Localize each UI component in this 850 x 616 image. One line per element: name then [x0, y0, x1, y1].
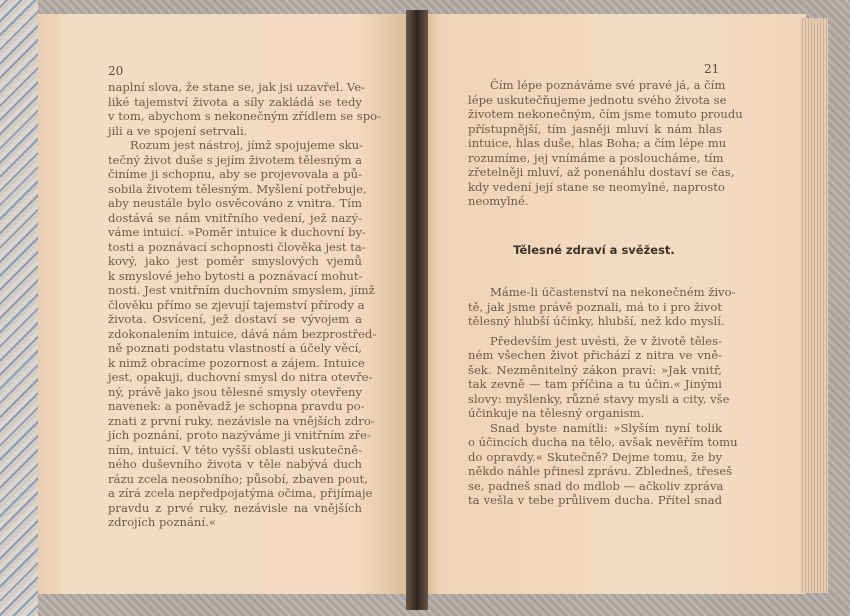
text-line: znati z první ruky, nezávisle na vnějších zdro- — [108, 413, 375, 428]
text-line: zřetelněji mluví, až ponenáhlu dostaví se čas, — [468, 165, 735, 179]
text-line: Čím lépe poznáváme své pravé já, a čím — [490, 78, 726, 92]
text-line: ném všechen život přichází z nitra ve vně- — [468, 348, 722, 362]
text-line: ně poznati podstatu vlastností a účely věcí, — [108, 341, 362, 355]
text-line: životem nekonečným, čím jsme tomuto proudu — [468, 107, 743, 121]
text-line: v tom, abychom s nekonečným zřídlem se spo- — [108, 109, 382, 123]
text-line: rozumíme, jej vnímáme a posloucháme, tím — [468, 150, 724, 165]
text-line: a zírá zcela nepředpojatýma očima, přijímaje — [108, 486, 373, 500]
text-line: lépe uskutečňujeme jednotu svého života se — [468, 92, 727, 107]
text-line: ním, intuicí. V této vyšší oblasti uskutečně- — [108, 442, 362, 457]
text-line: zdokonalením intuice, dává nám bezprostřed- — [108, 326, 377, 341]
text-line: se, padneš snad do mdlob — ačkoliv zpráva — [468, 478, 724, 493]
book-cover-pattern — [0, 0, 38, 616]
text-line: intuice, hlas duše, hlas Boha; a čím lépe mu — [468, 136, 727, 150]
text-line: tosti a poznávací schopnosti člověka jest ta- — [108, 239, 366, 254]
text-line: tečný život duše s jejím životem tělesným a — [108, 152, 363, 167]
section-heading: Tělesné zdraví a svěžest. — [513, 243, 675, 257]
text-line: šek. Nezměnitelný zákon praví: »Jak vnitř, — [468, 362, 722, 377]
text-line: přístupnější, tím jasněji mluví k nám hlas — [468, 121, 722, 136]
text-line: tak zevně — tam příčina a tu účin.« Jinými — [468, 377, 722, 391]
right-page-intro-text — [468, 78, 743, 209]
book-gutter — [406, 10, 428, 610]
left-page-number: 20 — [108, 64, 124, 78]
text-line: nosti. Jest vnitřním duchovním smyslem, jímž — [108, 283, 375, 297]
text-line: dostává se nám vnitřního vedení, jež nazý- — [108, 210, 362, 225]
text-line: člověku přímo se zjevují tajemství přírody a — [108, 297, 365, 312]
text-line: někdo náhle přinesl zprávu. Zbledneš, třeseš — [468, 464, 733, 478]
text-line: do opravdy.« Skutečně? Dejme tomu, že by — [468, 449, 722, 464]
text-line: ný, právě jako jsou tělesné smysly otevřeny — [108, 384, 362, 399]
text-line: tě, jak jsme právě poznali, má to i pro život — [468, 299, 722, 314]
text-line: života. Osvícení, jež dostaví se vývojem a — [108, 312, 362, 326]
text-line: navenek: a poněvadž je schopna pravdu po- — [108, 399, 365, 413]
text-line: jili a ve spojení setrvali. — [108, 123, 248, 138]
text-line: Především jest uvésti, že v životě těles- — [490, 333, 722, 348]
text-line: slovy: myšlenky, různé stavy mysli a city, vše — [468, 391, 730, 406]
text-line: ta vešla v tebe průlivem ducha. Přítel snad — [468, 493, 722, 507]
text-line: kový, jako jest poměr smyslových vjemů — [108, 254, 362, 268]
right-page-body-text — [468, 285, 738, 508]
text-line: k smyslové jeho bytosti a poznávací mohut- — [108, 268, 363, 283]
text-line: naplní slova, že stane se, jak jsi uzavřel. Ve- — [108, 80, 365, 94]
page-edges — [800, 18, 828, 593]
text-line: jest, opakuji, duchovní smysl do nitra otevře- — [108, 370, 373, 384]
right-page-number: 21 — [704, 62, 720, 76]
left-page-text — [108, 80, 382, 530]
text-line: kdy vedení její stane se neomylné, naprosto — [468, 179, 725, 194]
text-line: neomylné. — [468, 194, 529, 208]
text-line: Máme-li účastenství na nekonečném živo- — [490, 285, 736, 299]
text-line: účinkuje na tělesný organism. — [468, 406, 645, 420]
text-line: tělesný hlubší účinky, hlubší, než kdo myslí. — [468, 314, 725, 328]
text-line: ného duševního života v těle nabývá duch — [108, 457, 362, 471]
text-line: k nimž obracíme pozornost a zájem. Intuice — [108, 355, 365, 370]
text-line: rázu zcela neosobního; působí, zbaven pout, — [108, 471, 368, 486]
text-line: Rozum jest nástroj, jímž spojujeme sku- — [130, 138, 364, 152]
text-line: činíme ji schopnu, aby se projevovala a pů- — [108, 167, 362, 181]
text-line: pravdu z prvé ruky, nezávisle na vnějších — [108, 500, 362, 515]
text-line: váme intuicí. »Poměr intuice k duchovní by- — [108, 225, 366, 239]
text-line: liké tajemství života a síly zakládá se tedy — [108, 94, 362, 109]
text-line: o účincích ducha na tělo, avšak nevěřím tomu — [468, 435, 738, 449]
text-line: aby neustále bylo osvěcováno z vnitra. Tím — [108, 196, 362, 210]
text-line: Snad byste namítli: »Slyším nyní tolik — [490, 420, 722, 435]
text-line: sobila životem tělesným. Myšlení potřebuje, — [108, 181, 367, 196]
text-line: jích poznání, proto nazýváme ji vnitřním zře- — [108, 428, 371, 442]
text-line: zdrojích poznání.« — [108, 515, 216, 529]
